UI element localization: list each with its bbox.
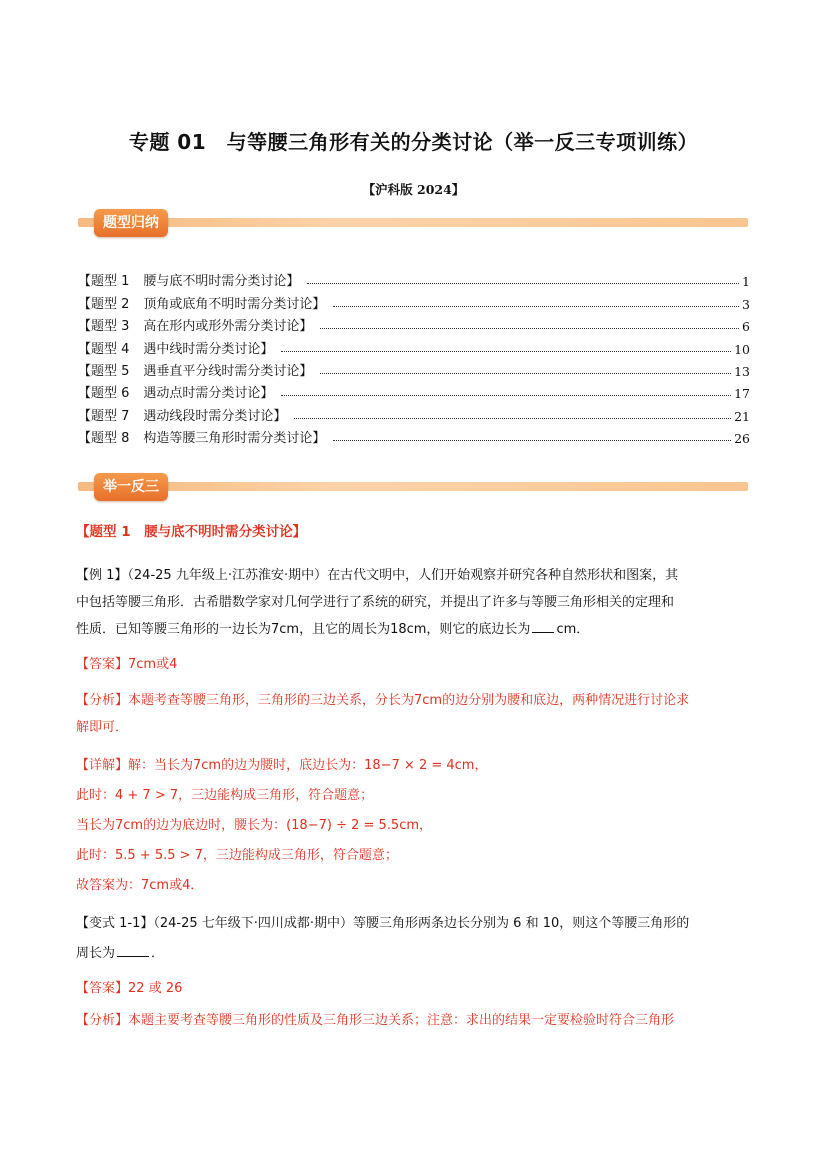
examples-banner-label: 举一反三 bbox=[94, 473, 168, 501]
toc-item[interactable] bbox=[78, 334, 750, 356]
detail-line: 故答案为：7cm或4． bbox=[76, 878, 204, 893]
toc-page-number: 10 bbox=[734, 341, 750, 357]
detail-line: 此时：5.5 + 5.5 > 7，三边能构成三角形，符合题意； bbox=[76, 848, 398, 863]
toc-page-number: 26 bbox=[734, 431, 750, 447]
section-heading: 【题型 1 腰与底不明时需分类讨论】 bbox=[76, 524, 307, 540]
toc-page-number: 1 bbox=[742, 274, 750, 290]
answer-line bbox=[76, 979, 756, 999]
variant-line: 【变式 1-1】（24-25 七年级下·四川成都·期中）等腰三角形两条边长分别为 6 和 10，则这个等腰三角形的 bbox=[76, 916, 690, 931]
example-1 bbox=[76, 562, 756, 643]
answer-value: 22 或 26 bbox=[128, 981, 183, 996]
variant-1-1 bbox=[76, 909, 756, 969]
toc-leader-dots bbox=[294, 417, 731, 419]
toc-item-label: 【题型 7 遇动线段时需分类讨论】 bbox=[78, 408, 287, 424]
banner-bar bbox=[78, 218, 748, 227]
table-of-contents bbox=[78, 267, 750, 446]
answer-blank bbox=[532, 620, 554, 633]
summary-banner bbox=[78, 209, 748, 237]
toc-item-label: 【题型 6 遇动点时需分类讨论】 bbox=[78, 386, 274, 402]
toc-page-number: 13 bbox=[734, 363, 750, 379]
toc-item-label: 【题型 1 腰与底不明时需分类讨论】 bbox=[78, 274, 300, 290]
detail-label: 【详解】 bbox=[76, 758, 129, 773]
toc-page-number: 17 bbox=[734, 386, 750, 402]
variant-line: 周长为 ． bbox=[76, 946, 165, 961]
detail-block bbox=[76, 751, 756, 901]
example-line: 【例 1】（24-25 九年级上·江苏淮安·期中）在古代文明中，人们开始观察并研究各种自然形状和图案，其 bbox=[76, 568, 679, 583]
toc-page-number: 21 bbox=[734, 408, 750, 424]
toc-leader-dots bbox=[281, 350, 731, 352]
toc-item[interactable] bbox=[78, 312, 750, 334]
examples-banner bbox=[78, 473, 748, 501]
analysis-block bbox=[76, 687, 756, 741]
toc-item[interactable] bbox=[78, 424, 750, 446]
analysis-line: 【分析】本题主要考查等腰三角形的性质及三角形三边关系；注意：求出的结果一定要检验时符合三角形 bbox=[76, 1013, 675, 1028]
analysis-line: 解即可． bbox=[76, 720, 129, 735]
answer-line bbox=[76, 655, 756, 675]
toc-leader-dots bbox=[307, 282, 739, 284]
page-title: 专题 01 与等腰三角形有关的分类讨论（举一反三专项训练） bbox=[128, 130, 699, 154]
toc-item[interactable] bbox=[78, 379, 750, 401]
detail-line: 【详解】解：当长为7cm的边为腰时，底边长为：18−7 × 2 = 4cm， bbox=[76, 758, 488, 773]
analysis-label: 【分析】 bbox=[76, 693, 129, 708]
toc-leader-dots bbox=[320, 372, 731, 374]
detail-line: 当长为7cm的边为底边时，腰长为：(18−7) ÷ 2 = 5.5cm， bbox=[76, 818, 433, 833]
toc-page-number: 6 bbox=[742, 319, 750, 335]
answer-blank bbox=[117, 944, 149, 957]
answer-value: 7cm或4 bbox=[128, 657, 178, 672]
toc-leader-dots bbox=[320, 327, 739, 329]
toc-item-label: 【题型 8 构造等腰三角形时需分类讨论】 bbox=[78, 431, 326, 447]
example-line: 中包括等腰三角形．古希腊数学家对几何学进行了系统的研究，并提出了许多与等腰三角形相关的定理和 bbox=[76, 595, 675, 610]
analysis-line: 【分析】本题考查等腰三角形，三角形的三边关系，分长为7cm的边分别为腰和底边，两种情况进行讨论求 bbox=[76, 693, 690, 708]
example-line: 性质．已知等腰三角形的一边长为7cm，且它的周长为18cm，则它的底边长为 cm． bbox=[76, 622, 590, 637]
toc-page-number: 3 bbox=[742, 296, 750, 312]
detail-line: 此时：4 + 7 > 7，三边能构成三角形，符合题意； bbox=[76, 788, 374, 803]
section-content bbox=[76, 522, 756, 1031]
analysis-label: 【分析】 bbox=[76, 1013, 129, 1028]
toc-leader-dots bbox=[333, 305, 739, 307]
toc-item-label: 【题型 4 遇中线时需分类讨论】 bbox=[78, 341, 274, 357]
answer-label: 【答案】 bbox=[76, 657, 129, 672]
answer-label: 【答案】 bbox=[76, 981, 129, 996]
variant-label: 【变式 1-1】 bbox=[76, 916, 154, 931]
page-subtitle: 【沪科版 2024】 bbox=[362, 182, 465, 197]
banner-bar bbox=[78, 482, 748, 491]
toc-item-label: 【题型 2 顶角或底角不明时需分类讨论】 bbox=[78, 296, 326, 312]
toc-item[interactable] bbox=[78, 357, 750, 379]
toc-item-label: 【题型 5 遇垂直平分线时需分类讨论】 bbox=[78, 363, 313, 379]
toc-item[interactable] bbox=[78, 267, 750, 289]
toc-item[interactable] bbox=[78, 289, 750, 311]
example-label: 【例 1】 bbox=[76, 568, 128, 583]
toc-leader-dots bbox=[281, 394, 731, 396]
toc-item[interactable] bbox=[78, 401, 750, 423]
toc-leader-dots bbox=[333, 439, 731, 441]
toc-item-label: 【题型 3 高在形内或形外需分类讨论】 bbox=[78, 319, 313, 335]
summary-banner-label: 题型归纳 bbox=[94, 209, 168, 237]
